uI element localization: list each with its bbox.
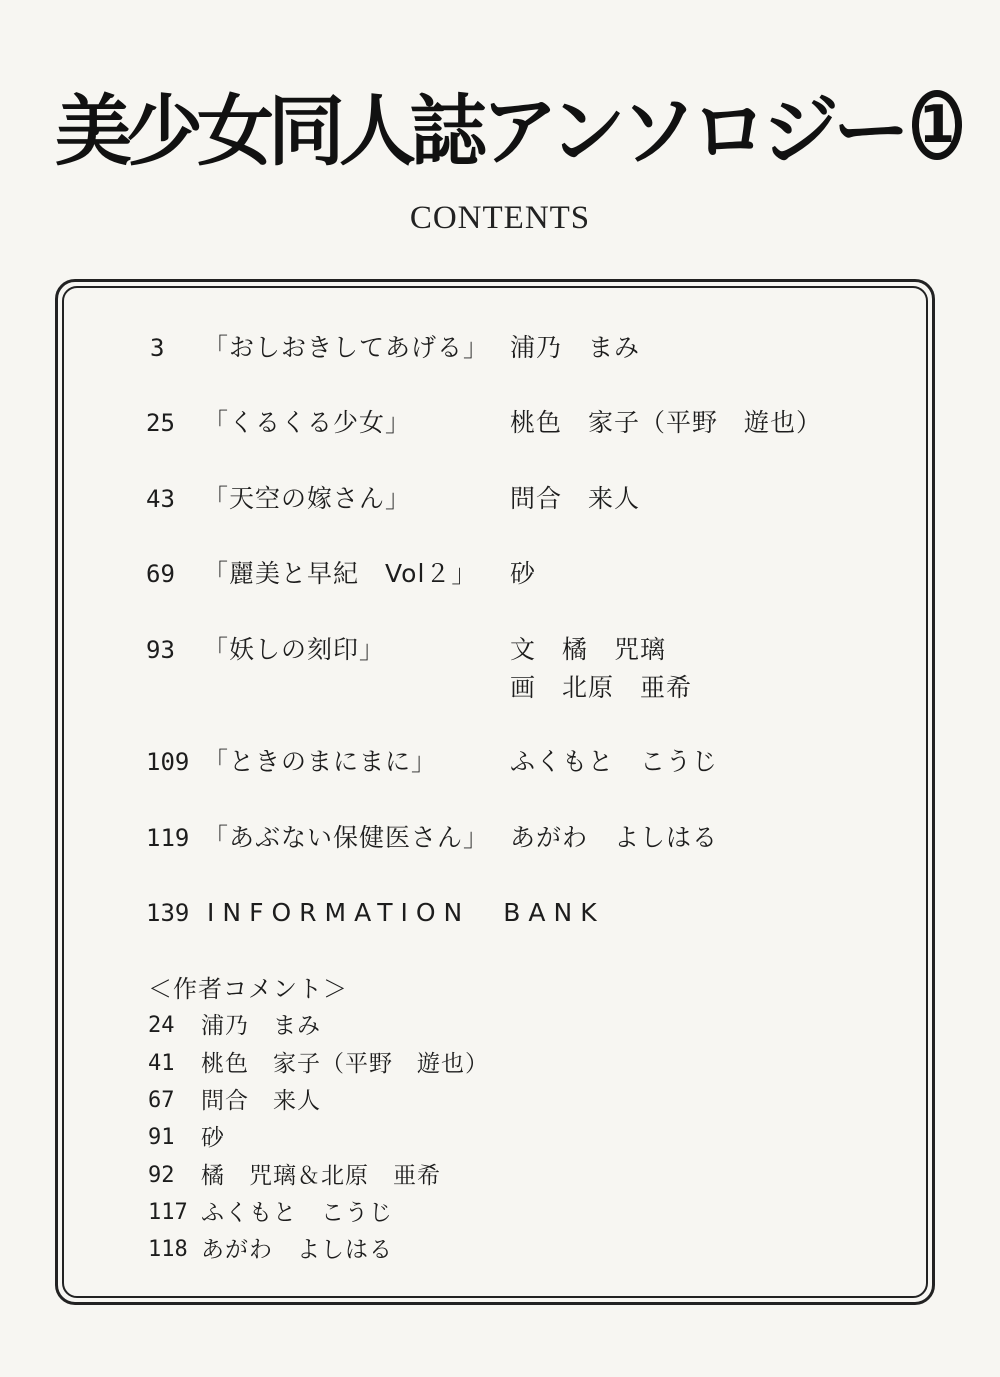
- toc-author: 問合 来人: [510, 484, 641, 513]
- author-comments-heading: ＜作者コメント＞: [148, 975, 348, 1003]
- toc-page-number: 139: [146, 899, 190, 927]
- comment-author: 砂: [201, 1125, 225, 1151]
- comment-page-number: 118: [148, 1237, 188, 1262]
- toc-page-number: 25: [146, 409, 175, 437]
- comment-page-number: 67: [148, 1088, 175, 1113]
- comment-author: 問合 来人: [201, 1088, 321, 1114]
- toc-page-number: 93: [146, 636, 175, 664]
- toc-page-number: 3: [150, 334, 165, 362]
- toc-story-title: 「麗美と早紀 Vol２」: [203, 559, 478, 588]
- toc-story-title: 「天空の嫁さん」: [203, 484, 412, 513]
- volume-number-badge: 1: [912, 90, 962, 160]
- toc-page-number: 109: [146, 748, 190, 776]
- toc-story-title: 「くるくる少女」: [203, 408, 412, 437]
- toc-author: 桃色 家子（平野 遊也）: [510, 408, 823, 437]
- toc-story-title: 「ときのまにまに」: [203, 747, 438, 776]
- toc-story-title: 「妖しの刻印」: [203, 635, 386, 664]
- toc-page-number: 43: [146, 485, 175, 513]
- toc-author: 文 橘 咒璃: [510, 635, 667, 664]
- toc-story-title: 「あぶない保健医さん」: [203, 823, 490, 852]
- comment-page-number: 117: [148, 1200, 188, 1225]
- toc-author: 砂: [510, 559, 537, 588]
- comment-author: 桃色 家子（平野 遊也）: [201, 1051, 489, 1077]
- toc-story-title: INFORMATION BANK: [207, 898, 605, 927]
- page-title: [55, 70, 956, 180]
- toc-page-number: 69: [146, 560, 175, 588]
- toc-author: あがわ よしはる: [510, 823, 719, 852]
- toc-story-title: 「おしおきしてあげる」: [203, 333, 490, 362]
- toc-author: 浦乃 まみ: [510, 333, 641, 362]
- comment-page-number: 24: [148, 1013, 175, 1038]
- comment-page-number: 91: [148, 1125, 175, 1150]
- comment-author: あがわ よしはる: [201, 1237, 393, 1263]
- comment-page-number: 41: [148, 1051, 175, 1076]
- toc-page-number: 119: [146, 824, 190, 852]
- comment-author: 浦乃 まみ: [201, 1013, 321, 1039]
- toc-author: ふくもと こうじ: [510, 747, 719, 776]
- contents-heading: CONTENTS: [409, 200, 591, 236]
- comment-author: ふくもと こうじ: [201, 1200, 393, 1226]
- comment-author: 橘 咒璃＆北原 亜希: [201, 1163, 441, 1189]
- anthology-title: 美少女同人誌アンソロジー: [55, 87, 904, 177]
- toc-illustrator: 画 北原 亜希: [510, 673, 693, 702]
- comment-page-number: 92: [148, 1163, 175, 1188]
